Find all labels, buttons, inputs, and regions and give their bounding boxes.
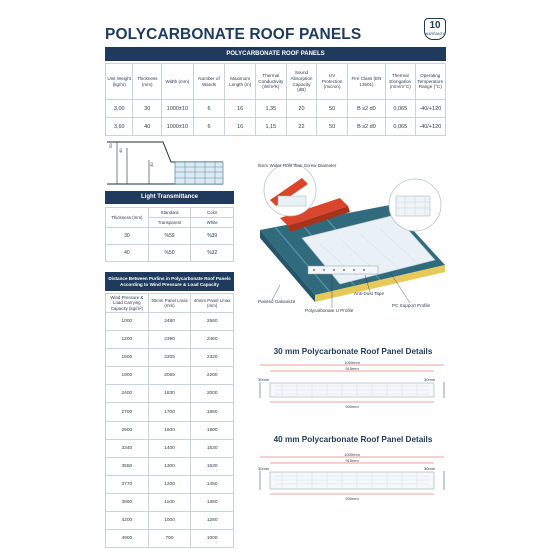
label-anti-dust: Anti-Dust Tape <box>354 291 385 296</box>
purlin-body <box>106 313 234 548</box>
d40-bottom: 930mm <box>345 496 359 501</box>
purlin-cell: 1400 <box>148 439 191 457</box>
spec-cell: 40 <box>133 118 162 136</box>
d40-right: 30mm <box>424 466 436 471</box>
spec-header: Thickness (mm) <box>133 64 162 100</box>
purlin-cell: 1200 <box>106 331 149 349</box>
spec-header: Sound Absorption Capacity (dB) <box>286 64 317 100</box>
spec-cell: 16 <box>225 118 256 136</box>
spec-header: Thermal Elongation (mm/m°C) <box>385 64 415 100</box>
table-row <box>106 367 234 385</box>
spec-header: UV Protection (micron) <box>317 64 348 100</box>
table-row <box>106 530 234 548</box>
spec-cell: 1,35 <box>256 100 287 118</box>
table-row <box>106 100 446 118</box>
purlin-cell: 2320 <box>191 349 234 367</box>
purlin-cell: 2400 <box>106 385 149 403</box>
table-row <box>106 349 234 367</box>
d30-inner: 915mm <box>345 366 359 371</box>
light-cell: %39 <box>191 228 234 245</box>
table-row <box>106 118 446 136</box>
purlin-cell: 3550 <box>106 457 149 475</box>
purlin-cell: 1450 <box>191 475 234 493</box>
table-row <box>106 385 234 403</box>
light-cell: %50 <box>148 245 191 262</box>
light-cell: %32 <box>191 245 234 262</box>
spec-cell: 6 <box>193 118 225 136</box>
spec-cell: 16 <box>225 100 256 118</box>
details-30-drawing <box>252 358 452 410</box>
purlin-cell: 4900 <box>106 530 149 548</box>
spec-cell: 3,60 <box>106 118 133 136</box>
d30-total: 1000mm <box>344 360 360 365</box>
spec-cell: -40/+120 <box>415 100 445 118</box>
purlin-cell: 1600 <box>148 421 191 439</box>
light-transmittance-table <box>105 207 234 262</box>
purlin-cell: 1200 <box>148 475 191 493</box>
purlin-cell: 2205 <box>148 349 191 367</box>
purlin-cell: 1830 <box>148 385 191 403</box>
d40-total: 1000mm <box>344 452 360 457</box>
purlin-cell: 2900 <box>106 421 149 439</box>
profile-dim-c: 30 <box>149 162 154 167</box>
purlin-cell: 1700 <box>148 403 191 421</box>
purlin-cell: 2390 <box>148 331 191 349</box>
roof-installation-illustration <box>240 160 450 320</box>
d30-bottom: 930mm <box>345 404 359 409</box>
spec-cell: 30 <box>133 100 162 118</box>
table-row <box>106 475 234 493</box>
purlin-header: 40mm Panel Lmax (mm) <box>191 294 234 313</box>
spec-header: Operating Temperature Range (°C) <box>415 64 445 100</box>
table-row <box>106 403 234 421</box>
light-cell: 40 <box>106 245 149 262</box>
spec-cell: 22 <box>286 118 317 136</box>
spec-cell: 0,065 <box>385 118 415 136</box>
purlin-table-title: Distance Between Purlins in Polycarbonate Roof Panels According to Wind Pressure & Load Capacity <box>105 272 234 291</box>
light-table-title: Light Transmittance <box>105 191 234 204</box>
details-40-title: 40 mm Polycarbonate Roof Panel Details <box>273 435 433 444</box>
light-header-white: White <box>191 218 234 228</box>
d30-right: 30mm <box>424 377 436 382</box>
details-30-title: 30 mm Polycarbonate Roof Panel Details <box>273 347 433 356</box>
label-galvanize: Painted Galvanize <box>258 299 296 304</box>
purlin-cell: 1900 <box>106 367 149 385</box>
light-header-row <box>106 208 234 218</box>
spec-header: Number of Wands <box>193 64 225 100</box>
purlin-cell: 3770 <box>106 475 149 493</box>
purlin-cell: 2480 <box>148 313 191 331</box>
table-row <box>106 228 234 245</box>
spec-cell: -40/+120 <box>415 118 445 136</box>
label-u-profile: Polycarbonate U Profile <box>305 308 354 313</box>
table-row <box>106 421 234 439</box>
light-header-transparent: Transparent <box>148 218 191 228</box>
spec-table <box>105 63 446 136</box>
table-row <box>106 245 234 262</box>
purlin-cell: 1630 <box>191 439 234 457</box>
purlin-cell: 1800 <box>191 421 234 439</box>
spec-header-row <box>106 64 446 100</box>
purlin-cell: 1000 <box>191 530 234 548</box>
spec-cell: B s2 d0 <box>347 118 385 136</box>
table-row <box>106 457 234 475</box>
purlin-cell: 1360 <box>191 493 234 511</box>
purlin-cell: 1100 <box>148 493 191 511</box>
purlin-cell: 1600 <box>106 349 149 367</box>
spec-header: Thermal Conductivity (W/m²K) <box>256 64 287 100</box>
d30-left: 30mm <box>258 377 270 382</box>
purlin-cell: 2560 <box>191 313 234 331</box>
light-header-standard: Standard <box>148 208 191 218</box>
light-header-color: Color <box>191 208 234 218</box>
light-header-thickness: Thickness (mm) <box>106 208 149 228</box>
warranty-badge-icon <box>424 18 446 40</box>
spec-table-title: POLYCARBONATE ROOF PANELS <box>105 47 446 61</box>
profile-dim-b: 40 <box>118 148 123 153</box>
purlin-cell: 700 <box>148 530 191 548</box>
details-40-drawing <box>252 450 452 502</box>
spec-cell: 50 <box>317 118 348 136</box>
purlin-header: Wind Pressure & Load Carrying Capacity (kg/m²) <box>106 294 149 313</box>
light-cell: 30 <box>106 228 149 245</box>
spec-cell: 1,15 <box>256 118 287 136</box>
spec-cell: 3,00 <box>106 100 133 118</box>
panel-profile-drawing <box>105 136 235 188</box>
table-row <box>106 493 234 511</box>
spec-cell: 50 <box>317 100 348 118</box>
purlin-header-row <box>106 294 234 313</box>
purlin-cell: 2065 <box>148 367 191 385</box>
table-row <box>106 313 234 331</box>
spec-header: Fire Class (EN 13501) <box>347 64 385 100</box>
profile-dim-a: 50 <box>108 143 113 148</box>
purlin-table <box>105 293 234 548</box>
purlin-cell: 2000 <box>191 385 234 403</box>
spec-cell: 1000±10 <box>161 118 193 136</box>
purlin-header: 30mm Panel Lmax (mm) <box>148 294 191 313</box>
purlin-cell: 1000 <box>106 313 149 331</box>
spec-header: Maximum Length (m) <box>225 64 256 100</box>
purlin-cell: 2200 <box>191 367 234 385</box>
purlin-cell: 1530 <box>191 457 234 475</box>
spec-header: Unit Weight (kg/m) <box>106 64 133 100</box>
label-screw-hole: 5mm Wider Hole than Screw Diameter <box>258 163 337 168</box>
page-title: POLYCARBONATE ROOF PANELS <box>105 26 362 43</box>
spec-cell: 6 <box>193 100 225 118</box>
purlin-cell: 4200 <box>106 512 149 530</box>
purlin-cell: 1880 <box>191 403 234 421</box>
spec-cell: 20 <box>286 100 317 118</box>
spec-header: Width (mm) <box>161 64 193 100</box>
spec-cell: 1000±10 <box>161 100 193 118</box>
purlin-cell: 1000 <box>148 512 191 530</box>
d40-left: 30mm <box>258 466 270 471</box>
spec-cell: 0,065 <box>385 100 415 118</box>
spec-cell: B s2 d0 <box>347 100 385 118</box>
table-row <box>106 439 234 457</box>
purlin-cell: 1280 <box>191 512 234 530</box>
purlin-cell: 2700 <box>106 403 149 421</box>
purlin-cell: 2460 <box>191 331 234 349</box>
table-row <box>106 331 234 349</box>
light-cell: %59 <box>148 228 191 245</box>
label-pc-support: PC Support Profile <box>392 303 431 308</box>
badge-sub: WARRANTY <box>425 32 445 36</box>
purlin-cell: 3340 <box>106 439 149 457</box>
badge-number: 10 <box>429 20 441 31</box>
purlin-cell: 1300 <box>148 457 191 475</box>
purlin-cell: 3990 <box>106 493 149 511</box>
table-row <box>106 512 234 530</box>
d40-inner: 915mm <box>345 458 359 463</box>
